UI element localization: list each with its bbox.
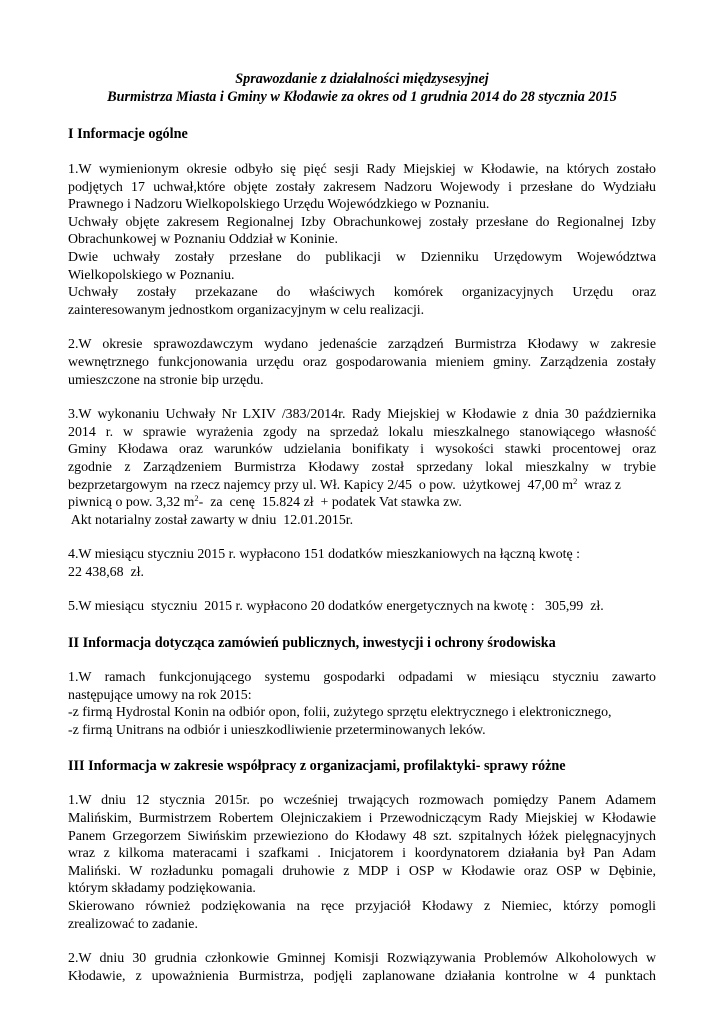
text-line: wewnętrznego funkcjonowania urzędu oraz gospodarowania mieniem gminy. Zarządzenia zostały [68, 354, 656, 370]
section-1-paragraph-4 [68, 546, 656, 581]
section-3-paragraph-2 [68, 950, 656, 985]
text-line: 1.W wymienionym okresie odbyło się pięć sesji Rady Miejskiej w Kłodawie, na których zostało [68, 162, 656, 177]
section-2-heading: II Informacja dotycząca zamówień publicznych, inwestycji i ochrony środowiska [68, 635, 556, 652]
text-line: Kłodawie, z upoważnienia Burmistrza, podjęli zaplanowane działania kontrolne w 4 punktach [68, 968, 656, 984]
text-line: Dwie uchwały zostały przesłane do publikacji w Dzienniku Urzędowym Województwa [68, 249, 656, 265]
section-3-paragraph-1 [68, 792, 656, 933]
text-line: 22 438,68 zł. [68, 564, 145, 580]
section-1-paragraph-1 [68, 161, 656, 319]
text-line: 2014 r. w sprawie wyrażenia zgody na sprzedaż lokalu mieszkalnego stanowiącego własność [68, 424, 656, 440]
section-1-paragraph-3 [68, 406, 656, 529]
text-line: Maliński. W rozładunku pomagali druhowie z MDP i OSP w Kłodawie oraz OSP w Dębinie, [68, 863, 656, 879]
text-line [68, 477, 656, 495]
text-line: zgodnie z Zarządzeniem Burmistrza Kłodawy został sprzedany lokal mieszkalny w trybie [68, 459, 656, 475]
text-fragment: wraz z [577, 477, 621, 493]
text-line: wraz z kilkoma materacami i szafkami . Inicjatorem i koordynatorem działania był Pan Adam [68, 846, 656, 862]
text-line: Gminy Kłodawa oraz warunków udzielania bonifikaty i wysokości stawki procentowej oraz [68, 442, 656, 458]
text-line: Wielkopolskiego w Poznaniu. [68, 267, 235, 283]
text-line: -z firmą Unitrans na odbiór i unieszkodliwienie przeterminowanych leków. [68, 722, 486, 738]
text-line: Panem Grzegorzem Siwińskim przewieziono do Kłodawy 48 szt. szpitalnych łóżek pielęgnacyjnych [68, 828, 656, 844]
report-title-line-2: Burmistrza Miasta i Gminy w Kłodawie za okres od 1 grudnia 2014 do 28 stycznia 2015 [107, 89, 617, 105]
text-line: umieszczone na stronie bip urzędu. [68, 372, 264, 388]
section-3-heading: III Informacja w zakresie współpracy z organizacjami, profilaktyki- sprawy różne [68, 758, 566, 775]
text-fragment: piwnicą o pow. 3,32 m [68, 495, 195, 511]
text-line: następujące umowy na rok 2015: [68, 687, 252, 703]
text-line: 1.W ramach funkcjonującego systemu gospodarki odpadami w miesiącu styczniu zawarto [68, 670, 656, 686]
text-line: 3.W wykonaniu Uchwały Nr LXIV /383/2014r. Rady Miejskiej w Kłodawie z dnia 30 października [68, 407, 656, 423]
text-line: -z firmą Hydrostal Konin na odbiór opon, folii, zużytego sprzętu elektrycznego i elektronicznego, [68, 705, 612, 721]
section-1-paragraph-2 [68, 336, 656, 389]
text-line: Malińskim, Burmistrzem Robertem Olejniczakiem i Przewodniczącym Rady Miejskiej w Kłodawie [68, 811, 656, 827]
text-line: Akt notarialny został zawarty w dniu 12.01.2015r. [68, 512, 354, 528]
report-title-line-1: Sprawozdanie z działalności międzysesyjnej [235, 71, 489, 87]
text-line: Uchwały objęte zakresem Regionalnej Izby Obrachunkowej zostały przesłane do Regionalnej Izby [68, 214, 656, 230]
text-line: 5.W miesiącu styczniu 2015 r. wypłacono 20 dodatków energetycznych na kwotę : 305,99 zł. [68, 599, 604, 615]
text-line: Obrachunkowej w Poznaniu Oddział w Koninie. [68, 232, 339, 248]
document-page [68, 68, 656, 985]
text-line [68, 494, 656, 512]
text-line: 2.W dniu 30 grudnia członkowie Gminnej Komisji Rozwiązywania Problemów Alkoholowych w [68, 951, 656, 967]
text-line: zainteresowanym jednostkom organizacyjnym w celu realizacji. [68, 302, 425, 318]
text-line: podjętych 17 uchwał,które objęte zostały zakresem Nadzoru Wojewody i przesłane do Wydziału [68, 179, 656, 195]
text-line: którym składamy podziękowania. [68, 881, 256, 897]
superscript-2: 2 [194, 493, 199, 504]
text-line: Skierowano również podziękowania na ręce przyjaciół Kłodawy z Niemiec, którzy pomogli [68, 899, 656, 914]
text-fragment: - za cenę 15.824 zł + podatek Vat stawka zw. [198, 495, 462, 511]
text-line: 2.W okresie sprawozdawczym wydano jedenaście zarządzeń Burmistrza Kłodawy w zakresie [68, 337, 656, 353]
section-2-paragraph-1 [68, 669, 656, 739]
superscript-2: 2 [573, 475, 578, 486]
text-line: Prawnego i Nadzoru Wielkopolskiego Urzędu Wojewódzkiego w Poznaniu. [68, 197, 490, 213]
text-line: Uchwały zostały przekazane do właściwych komórek organizacyjnych Urzędu oraz [68, 285, 656, 301]
text-line: zrealizować to zadanie. [68, 916, 198, 932]
section-1-heading: I Informacje ogólne [68, 126, 188, 142]
section-1-paragraph-5 [68, 598, 656, 616]
text-fragment: bezprzetargowym na rzecz najemcy przy ul. Wł. Kapicy 2/45 o pow. użytkowej 47,00 m [68, 477, 574, 493]
text-line: 4.W miesiącu styczniu 2015 r. wypłacono 151 dodatków mieszkaniowych na łączną kwotę : [68, 547, 581, 563]
text-line: 1.W dniu 12 stycznia 2015r. po wcześniej trwających rozmowach pomiędzy Panem Adamem [68, 793, 656, 809]
